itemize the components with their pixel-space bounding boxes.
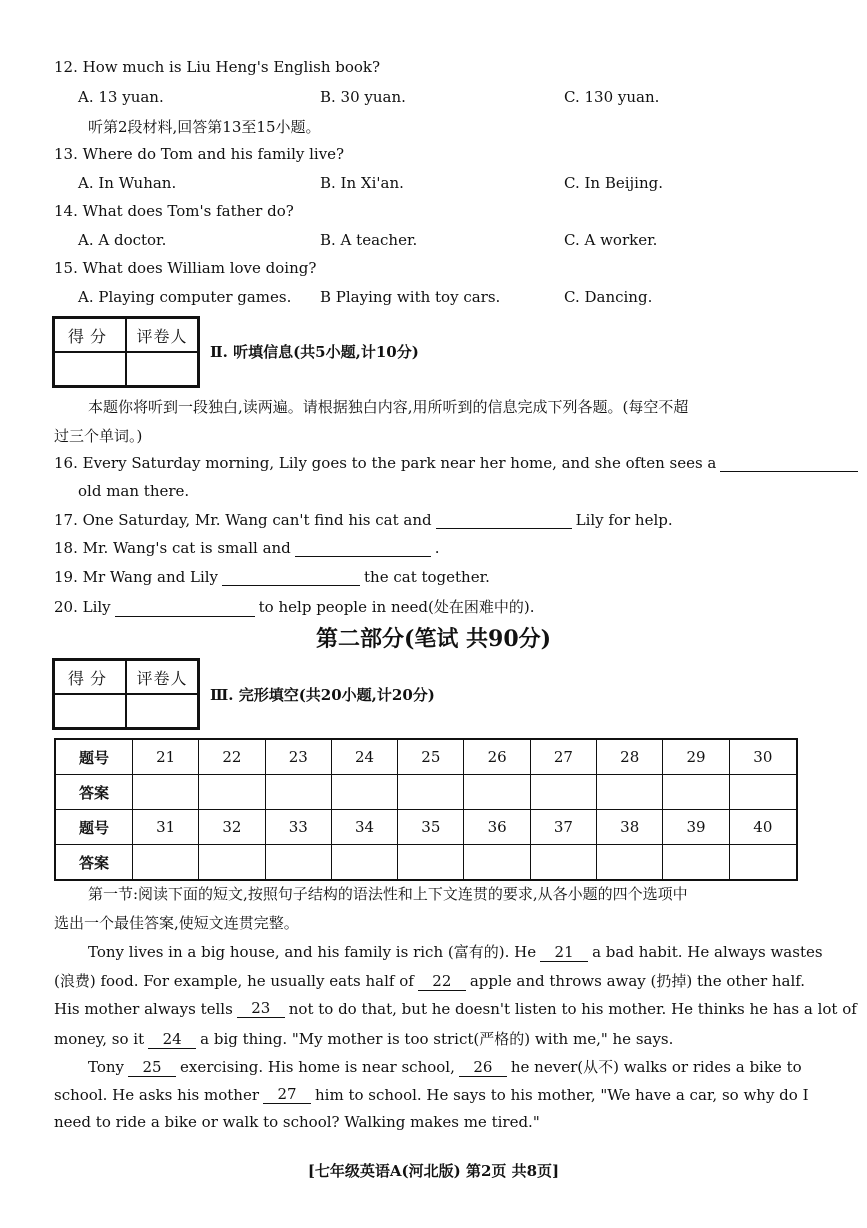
- passage-text: school. He asks his mother: [54, 1086, 259, 1104]
- question-number: 31: [133, 810, 199, 845]
- answer-cell[interactable]: [331, 775, 397, 810]
- question-20: [54, 596, 534, 617]
- answer-cell[interactable]: [530, 845, 596, 881]
- cloze-blank-21[interactable]: 21: [540, 943, 588, 962]
- question-number: 37: [530, 810, 596, 845]
- part-two-heading: 第二部分(笔试 共90分): [315, 626, 552, 652]
- question-number: 22: [199, 739, 265, 775]
- passage-text: a bad habit. He always wastes: [592, 943, 823, 961]
- answer-cell[interactable]: [530, 775, 596, 810]
- answer-cell[interactable]: [464, 775, 530, 810]
- answer-blank-18[interactable]: [295, 538, 431, 557]
- question-15-option-a[interactable]: A. Playing computer games.: [78, 288, 292, 306]
- question-number-row-1: [55, 739, 797, 775]
- answer-cell[interactable]: [331, 845, 397, 881]
- question-12-stem: 12. How much is Liu Heng's English book?: [54, 58, 381, 76]
- answer-row-1: [55, 775, 797, 810]
- answer-label: 答案: [55, 775, 133, 810]
- score-cell[interactable]: [54, 694, 126, 728]
- cloze-blank-23[interactable]: 23: [237, 999, 285, 1018]
- question-18-text-after: .: [434, 539, 440, 557]
- question-18: [54, 538, 440, 557]
- question-12-option-b[interactable]: B. 30 yuan.: [320, 88, 406, 106]
- passage-p2-line2: [54, 1085, 809, 1104]
- question-14-option-a[interactable]: A. A doctor.: [78, 231, 167, 249]
- question-number: 33: [265, 810, 331, 845]
- question-number: 36: [464, 810, 530, 845]
- score-label: 得分: [54, 318, 126, 352]
- question-number: 34: [331, 810, 397, 845]
- question-number: 28: [597, 739, 663, 775]
- question-19: [54, 567, 490, 586]
- question-13-option-b[interactable]: B. In Xi'an.: [320, 174, 404, 192]
- passage-p1-line3: [54, 999, 857, 1018]
- score-box-2: [52, 658, 200, 730]
- passage-p1-line2: [54, 970, 805, 991]
- question-13-option-c[interactable]: C. In Beijing.: [564, 174, 664, 192]
- score-label: 得分: [54, 660, 126, 694]
- cloze-blank-22[interactable]: 22: [418, 972, 466, 991]
- passage-p2-line3: need to ride a bike or walk to school? Walking makes me tired.": [54, 1113, 540, 1131]
- question-number: 32: [199, 810, 265, 845]
- answer-cell[interactable]: [464, 845, 530, 881]
- passage-text: him to school. He says to his mother, "We have a car, so why do I: [315, 1086, 809, 1104]
- score-box: [52, 316, 200, 388]
- question-19-text-after: the cat together.: [364, 568, 490, 586]
- question-number: 25: [398, 739, 464, 775]
- cloze-blank-25[interactable]: 25: [128, 1058, 176, 1077]
- question-16: [54, 453, 862, 472]
- page-footer: [七年级英语A(河北版) 第2页 共8页]: [307, 1162, 560, 1180]
- score-cell[interactable]: [54, 352, 126, 386]
- listening-instruction-line2: 过三个单词。): [54, 427, 143, 445]
- question-17-text-after: Lily for help.: [575, 511, 673, 529]
- question-20-text: 20. Lily: [54, 598, 111, 616]
- answer-cell[interactable]: [597, 775, 663, 810]
- section-1-instruction-line2: 选出一个最佳答案,使短文连贯完整。: [54, 914, 299, 932]
- section-2-intro: 听第2段材料,回答第13至15小题。: [88, 118, 321, 136]
- passage-text: not to do that, but he doesn't listen to his mother. He thinks he has a lot of: [288, 1000, 857, 1018]
- passage-p1-line4: [54, 1028, 673, 1049]
- question-number: 38: [597, 810, 663, 845]
- question-number: 23: [265, 739, 331, 775]
- question-number: 26: [464, 739, 530, 775]
- question-13-option-a[interactable]: A. In Wuhan.: [78, 174, 177, 192]
- question-number: 24: [331, 739, 397, 775]
- question-14-stem: 14. What does Tom's father do?: [54, 202, 294, 220]
- question-number: 40: [729, 810, 797, 845]
- answer-cell[interactable]: [597, 845, 663, 881]
- question-12-option-a[interactable]: A. 13 yuan.: [78, 88, 164, 106]
- answer-cell[interactable]: [663, 845, 729, 881]
- cloze-blank-26[interactable]: 26: [459, 1058, 507, 1077]
- answer-blank-20[interactable]: [115, 598, 255, 617]
- question-number: 21: [133, 739, 199, 775]
- passage-p2-line1: [88, 1056, 802, 1077]
- passage-text: Tony lives in a big house, and his family is rich (富有的). He: [88, 943, 537, 961]
- answer-cell[interactable]: [398, 845, 464, 881]
- passage-text: apple and throws away (扔掉) the other half.: [469, 972, 806, 990]
- passage-text: a big thing. "My mother is too strict(严格的) with me," he says.: [200, 1030, 674, 1048]
- question-15-option-c[interactable]: C. Dancing.: [564, 288, 653, 306]
- answer-cell[interactable]: [398, 775, 464, 810]
- question-15-option-b[interactable]: B Playing with toy cars.: [320, 288, 501, 306]
- question-number: 30: [729, 739, 797, 775]
- answer-label: 答案: [55, 845, 133, 881]
- passage-text: money, so it: [54, 1030, 145, 1048]
- question-13-stem: 13. Where do Tom and his family live?: [54, 145, 345, 163]
- question-17: [54, 510, 673, 529]
- passage-text: (浪费) food. For example, he usually eats half of: [54, 972, 414, 990]
- question-18-text: 18. Mr. Wang's cat is small and: [54, 539, 291, 557]
- answer-cell[interactable]: [265, 775, 331, 810]
- answer-cell[interactable]: [199, 775, 265, 810]
- grader-label: 评卷人: [126, 660, 198, 694]
- question-16-continued: old man there.: [78, 482, 190, 500]
- listening-instruction-line1: 本题你将听到一段独白,读两遍。请根据独白内容,用所听到的信息完成下列各题。(每空不超: [88, 398, 689, 416]
- question-19-text: 19. Mr Wang and Lily: [54, 568, 219, 586]
- question-number-label: 题号: [55, 810, 133, 845]
- cloze-blank-24[interactable]: 24: [148, 1030, 196, 1049]
- passage-text: exercising. His home is near school,: [180, 1058, 455, 1076]
- answer-sheet-table: [54, 738, 798, 881]
- section-1-instruction-line1: 第一节:阅读下面的短文,按照句子结构的语法性和上下文连贯的要求,从各小题的四个选项中: [88, 885, 688, 903]
- grader-cell[interactable]: [126, 694, 198, 728]
- answer-cell[interactable]: [199, 845, 265, 881]
- question-12-option-c[interactable]: C. 130 yuan.: [564, 88, 660, 106]
- question-17-text: 17. One Saturday, Mr. Wang can't find his cat and: [54, 511, 432, 529]
- cloze-title: Ⅲ. 完形填空(共20小题,计20分): [210, 686, 435, 704]
- cloze-blank-27[interactable]: 27: [263, 1085, 311, 1104]
- question-15-stem: 15. What does William love doing?: [54, 259, 317, 277]
- answer-cell[interactable]: [729, 845, 797, 881]
- question-number: 27: [530, 739, 596, 775]
- passage-text: he never(从不) walks or rides a bike to: [510, 1058, 802, 1076]
- answer-blank-17[interactable]: [436, 510, 572, 529]
- answer-blank-16[interactable]: [720, 453, 858, 472]
- answer-cell[interactable]: [133, 845, 199, 881]
- answer-cell[interactable]: [265, 845, 331, 881]
- grader-cell[interactable]: [126, 352, 198, 386]
- question-number: 39: [663, 810, 729, 845]
- question-number-label: 题号: [55, 739, 133, 775]
- answer-row-2: [55, 845, 797, 881]
- grader-label: 评卷人: [126, 318, 198, 352]
- answer-cell[interactable]: [729, 775, 797, 810]
- answer-cell[interactable]: [663, 775, 729, 810]
- question-number: 35: [398, 810, 464, 845]
- question-number-row-2: [55, 810, 797, 845]
- passage-text: His mother always tells: [54, 1000, 233, 1018]
- listening-fill-title: Ⅱ. 听填信息(共5小题,计10分): [210, 343, 419, 361]
- passage-p1-line1: [88, 941, 823, 962]
- answer-blank-19[interactable]: [222, 567, 360, 586]
- question-number: 29: [663, 739, 729, 775]
- passage-text: Tony: [88, 1058, 125, 1076]
- question-16-text: 16. Every Saturday morning, Lily goes to the park near her home, and she often sees a: [54, 454, 717, 472]
- question-14-option-b[interactable]: B. A teacher.: [320, 231, 418, 249]
- question-14-option-c[interactable]: C. A worker.: [564, 231, 658, 249]
- question-20-text-after: to help people in need(处在困难中的).: [258, 598, 535, 616]
- answer-cell[interactable]: [133, 775, 199, 810]
